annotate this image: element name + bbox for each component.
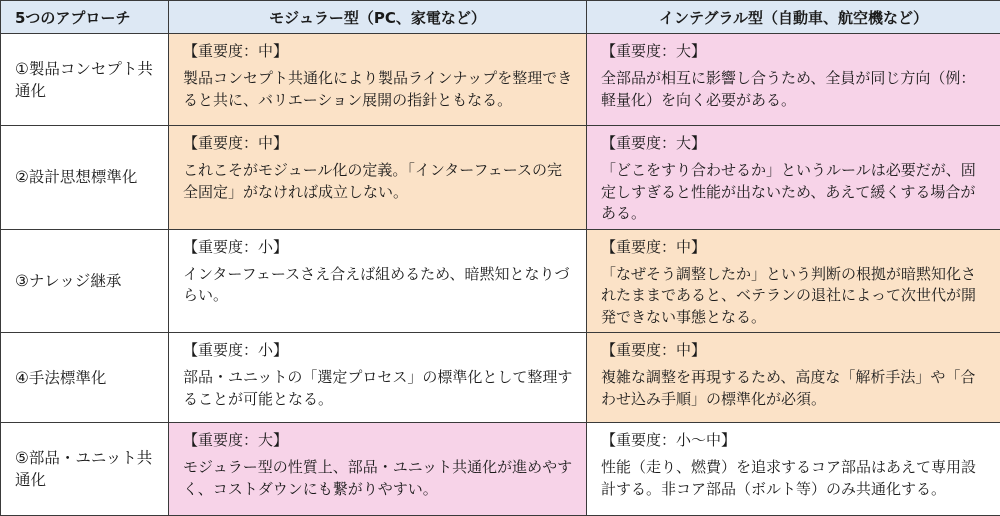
approach-label: ③ナレッジ継承 bbox=[1, 229, 169, 333]
header-row bbox=[1, 1, 1000, 34]
cell-description: 部品・ユニットの「選定プロセス」の標準化として整理することが可能となる。 bbox=[183, 367, 574, 410]
table-row bbox=[1, 333, 1000, 423]
importance-label: 【重要度：中】 bbox=[601, 339, 988, 361]
table-row bbox=[1, 229, 1000, 333]
cell-description: 「どこをすり合わせるか」というルールは必要だが、固定しすぎると性能が出ないため、あえて緩くする場合がある。 bbox=[601, 160, 988, 225]
approach-label: ①製品コンセプト共通化 bbox=[1, 34, 169, 126]
table-row bbox=[1, 126, 1000, 230]
importance-label: 【重要度：大】 bbox=[183, 429, 574, 451]
approach-label: ④手法標準化 bbox=[1, 333, 169, 423]
cell-description: 複雑な調整を再現するため、高度な「解析手法」や「合わせ込み手順」の標準化が必須。 bbox=[601, 367, 988, 410]
cell-description: 性能（走り、燃費）を追求するコア部品はあえて専用設計する。非コア部品（ボルト等）のみ共通化する。 bbox=[601, 457, 988, 500]
table-row bbox=[1, 423, 1000, 516]
modular-cell bbox=[169, 126, 587, 230]
approach-label: ⑤部品・ユニット共通化 bbox=[1, 423, 169, 516]
modular-cell bbox=[169, 333, 587, 423]
cell-description: 製品コンセプト共通化により製品ラインナップを整理できると共に、バリエーション展開の指針ともなる。 bbox=[183, 68, 574, 111]
importance-label: 【重要度：小】 bbox=[183, 236, 574, 258]
cell-description: インターフェースさえ合えば組めるため、暗黙知となりづらい。 bbox=[183, 264, 574, 307]
integral-cell bbox=[587, 34, 1000, 126]
cell-description: モジュラー型の性質上、部品・ユニット共通化が進めやすく、コストダウンにも繋がりやすい。 bbox=[183, 457, 574, 500]
header-approach: 5つのアプローチ bbox=[1, 1, 169, 34]
table-row bbox=[1, 34, 1000, 126]
cell-description: これこそがモジュール化の定義。「インターフェースの完全固定」がなければ成立しない。 bbox=[183, 160, 574, 203]
modular-cell bbox=[169, 34, 587, 126]
header-integral: インテグラル型（自動車、航空機など） bbox=[587, 1, 1000, 34]
importance-label: 【重要度：中】 bbox=[183, 132, 574, 154]
approach-label: ②設計思想標準化 bbox=[1, 126, 169, 230]
cell-description: 「なぜそう調整したか」という判断の根拠が暗黙知化されたままであると、ベテランの退社によって次世代が開発できない事態となる。 bbox=[601, 264, 988, 329]
integral-cell bbox=[587, 333, 1000, 423]
header-modular: モジュラー型（PC、家電など） bbox=[169, 1, 587, 34]
integral-cell bbox=[587, 229, 1000, 333]
importance-label: 【重要度：小～中】 bbox=[601, 429, 988, 451]
modular-cell bbox=[169, 229, 587, 333]
importance-label: 【重要度：中】 bbox=[183, 40, 574, 62]
cell-description: 全部品が相互に影響し合うため、全員が同じ方向（例：軽量化）を向く必要がある。 bbox=[601, 68, 988, 111]
importance-label: 【重要度：中】 bbox=[601, 236, 988, 258]
importance-label: 【重要度：大】 bbox=[601, 40, 988, 62]
integral-cell bbox=[587, 423, 1000, 516]
importance-label: 【重要度：大】 bbox=[601, 132, 988, 154]
integral-cell bbox=[587, 126, 1000, 230]
importance-label: 【重要度：小】 bbox=[183, 339, 574, 361]
modular-cell bbox=[169, 423, 587, 516]
